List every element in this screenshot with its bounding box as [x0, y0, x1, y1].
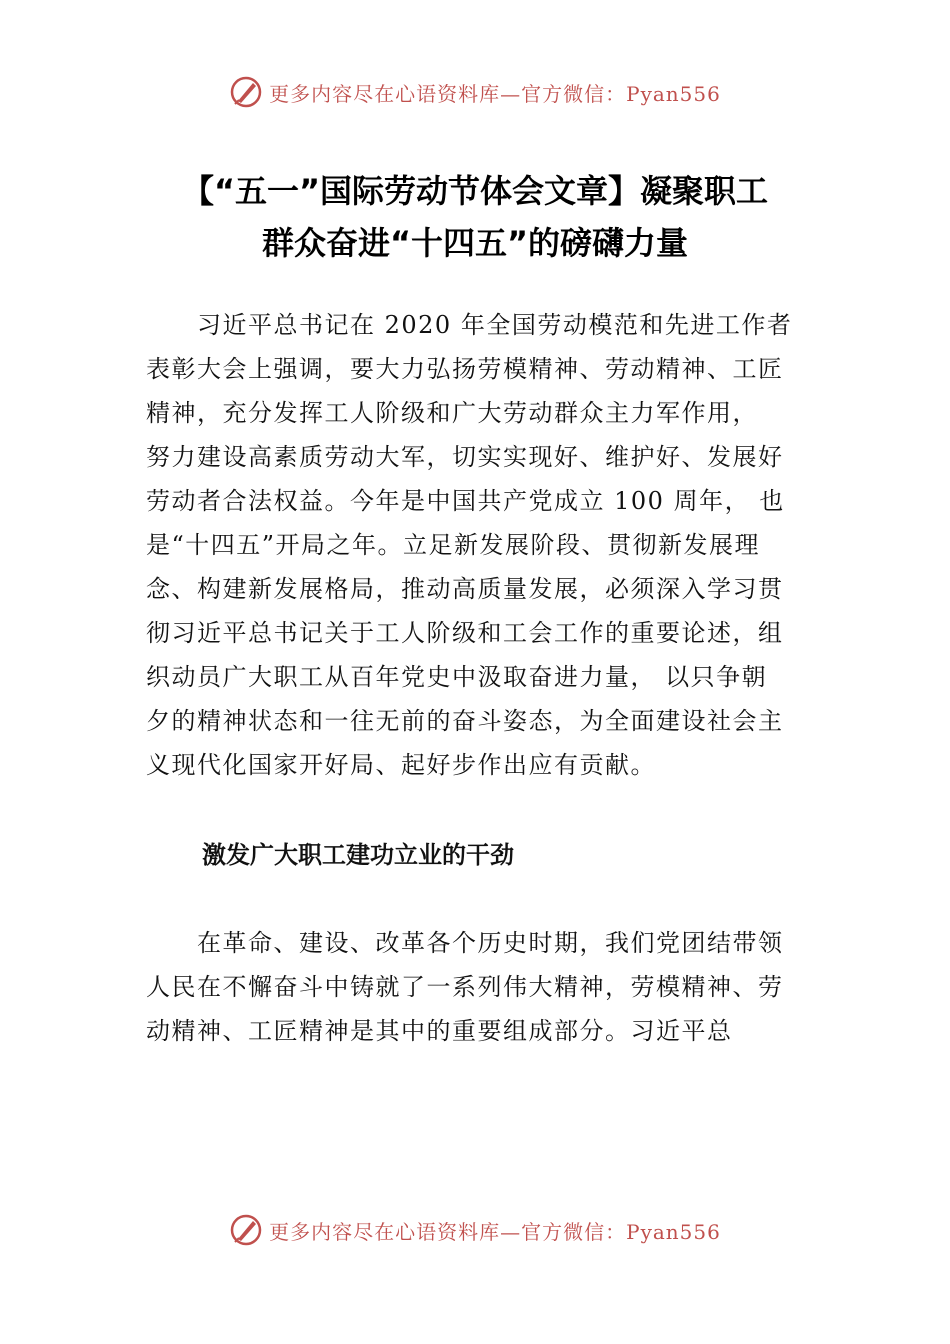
- paragraph-line: 动精神、工匠精神是其中的重要组成部分。习近平总: [146, 1017, 733, 1045]
- article-title: [100, 165, 850, 269]
- paragraph-2: [146, 921, 826, 1053]
- quill-logo-icon: [229, 1213, 263, 1247]
- paragraph-line: 彻习近平总书记关于工人阶级和工会工作的重要论述，组: [146, 619, 784, 647]
- paragraph-line: 习近平总书记在 2020 年全国劳动模范和先进工作者: [146, 311, 793, 339]
- paragraph-line: 义现代化国家开好局、起好步作出应有贡献。: [146, 751, 656, 779]
- paragraph-line: 在革命、建设、改革各个历史时期，我们党团结带领: [146, 929, 784, 957]
- header-banner: [0, 72, 950, 112]
- paragraph-line: 表彰大会上强调，要大力弘扬劳模精神、劳动精神、工匠: [146, 355, 784, 383]
- paragraph-line: 织动员广大职工从百年党史中汲取奋进力量， 以只争朝: [146, 663, 768, 691]
- quill-logo-icon: [229, 75, 263, 109]
- paragraph-1: [146, 303, 826, 787]
- footer-banner: [0, 1210, 950, 1250]
- title-line: 【“五一”国际劳动节体会文章】凝聚职工: [181, 172, 769, 210]
- paragraph-line: 劳动者合法权益。今年是中国共产党成立 100 周年， 也: [146, 487, 785, 515]
- title-line: 群众奋进“十四五”的磅礴力量: [261, 224, 689, 262]
- header-banner-text: 更多内容尽在心语资料库—官方微信：Pyan556: [269, 81, 721, 106]
- section-heading: 激发广大职工建功立业的干劲: [202, 841, 514, 869]
- footer-banner-text: 更多内容尽在心语资料库—官方微信：Pyan556: [269, 1219, 721, 1244]
- paragraph-line: 精神，充分发挥工人阶级和广大劳动群众主力军作用，: [146, 399, 758, 427]
- paragraph-line: 是“十四五”开局之年。立足新发展阶段、贯彻新发展理: [146, 531, 761, 559]
- paragraph-line: 人民在不懈奋斗中铸就了一系列伟大精神，劳模精神、劳: [146, 973, 784, 1001]
- paragraph-line: 念、构建新发展格局，推动高质量发展，必须深入学习贯: [146, 575, 784, 603]
- paragraph-line: 努力建设高素质劳动大军，切实实现好、维护好、发展好: [146, 443, 784, 471]
- paragraph-line: 夕的精神状态和一往无前的奋斗姿态，为全面建设社会主: [146, 707, 784, 735]
